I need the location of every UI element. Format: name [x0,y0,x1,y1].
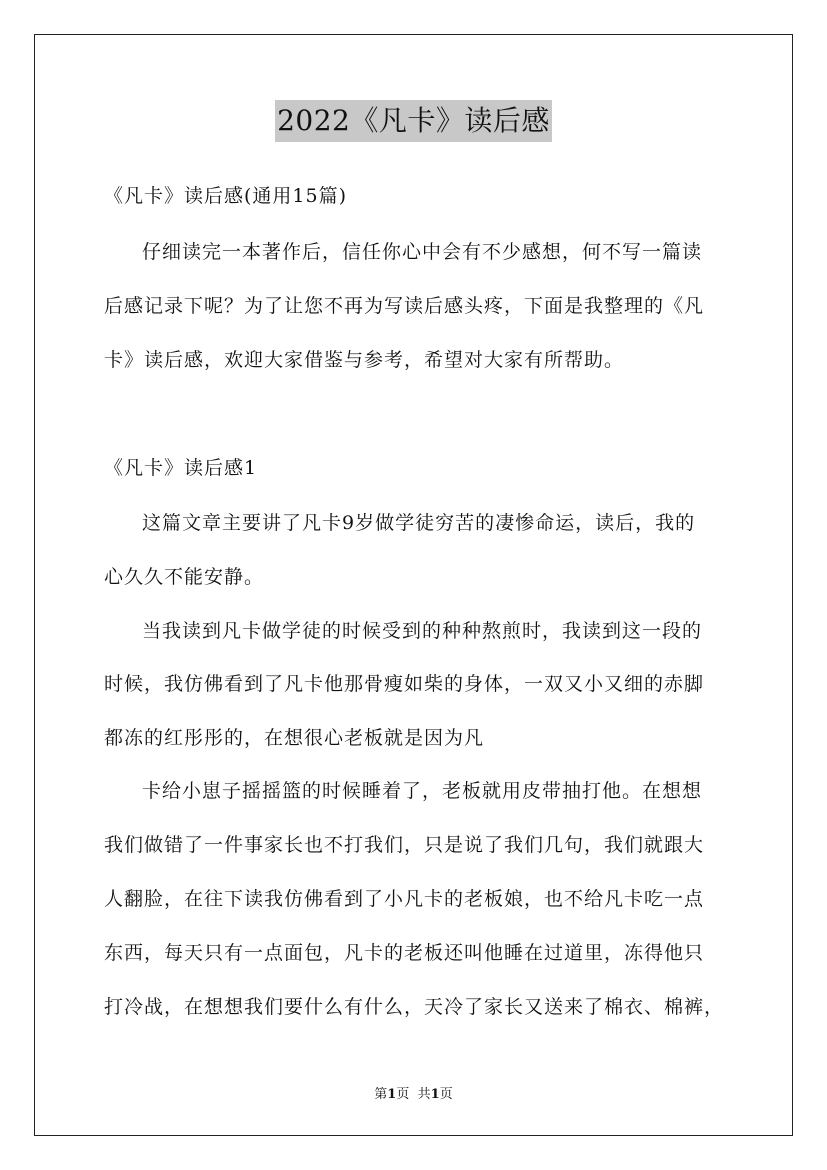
paragraph-line: 都冻的红彤彤的，在想很心老板就是因为凡 [104,727,485,749]
paragraph-line: 心久久不能安静。 [104,566,265,588]
paragraph-line: 东西，每天只有一点面包，凡卡的老板还叫他睡在过道里，冻得他只 [104,942,705,964]
intro-line: 后感记录下呢？为了让您不再为写读后感头疼，下面是我整理的《凡 [104,295,705,317]
document-title: 2022《凡卡》读后感 [275,100,552,142]
paragraph-line: 时候，我仿佛看到了凡卡他那骨瘦如柴的身体，一双又小又细的赤脚 [104,673,705,695]
page-label-prefix: 第 [374,1087,388,1102]
intro-line: 卡》读后感，欢迎大家借鉴与参考，希望对大家有所帮助。 [104,349,625,371]
section-heading: 《凡卡》读后感1 [104,457,258,479]
paragraph-line: 打冷战，在想想我们要什么有什么，天冷了家长又送来了棉衣、棉裤， [104,996,725,1018]
intro-line: 仔细读完一本著作后，信任你心中会有不少感想，何不写一篇读 [142,241,703,263]
paragraph-line: 这篇文章主要讲了凡卡9岁做学徒穷苦的凄惨命运，读后，我的 [142,512,696,534]
document-subtitle: 《凡卡》读后感(通用15篇) [104,185,348,207]
paragraph-line: 卡给小崽子摇摇篮的时候睡着了，老板就用皮带抽打他。在想想 [142,780,703,802]
paragraph-line: 当我读到凡卡做学徒的时候受到的种种熬煎时，我读到这一段的 [142,620,703,642]
page-number: 1 [387,1087,397,1102]
total-pages: 1 [430,1087,440,1102]
title-container [0,100,827,142]
total-suffix: 页 [439,1087,453,1102]
page-footer [0,1083,827,1102]
total-prefix: 共 [417,1087,431,1102]
page-label-mid: 页 [396,1087,410,1102]
paragraph-line: 我们做错了一件事家长也不打我们，只是说了我们几句，我们就跟大 [104,834,705,856]
paragraph-line: 人翻脸，在往下读我仿佛看到了小凡卡的老板娘，也不给凡卡吃一点 [104,888,705,910]
